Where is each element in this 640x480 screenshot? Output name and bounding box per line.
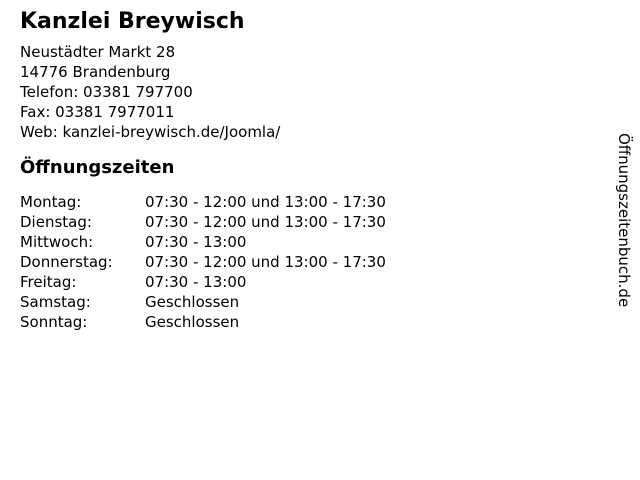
times-value: 07:30 - 13:00 bbox=[145, 273, 247, 291]
hours-row-thursday bbox=[20, 252, 386, 272]
day-label: Freitag: bbox=[20, 273, 77, 291]
hours-row-saturday bbox=[20, 292, 386, 312]
web-line: Web: kanzlei-breywisch.de/Joomla/ bbox=[20, 123, 281, 141]
times-value: 07:30 - 12:00 und 13:00 - 17:30 bbox=[145, 213, 386, 231]
times-value: 07:30 - 12:00 und 13:00 - 17:30 bbox=[145, 193, 386, 211]
day-label: Donnerstag: bbox=[20, 253, 113, 271]
times-value: 07:30 - 13:00 bbox=[145, 233, 247, 251]
address-street: Neustädter Markt 28 bbox=[20, 43, 176, 61]
day-label: Sonntag: bbox=[20, 313, 88, 331]
hours-row-friday bbox=[20, 272, 386, 292]
address-city: 14776 Brandenburg bbox=[20, 63, 171, 81]
day-label: Mittwoch: bbox=[20, 233, 94, 251]
day-label: Montag: bbox=[20, 193, 82, 211]
hours-row-tuesday bbox=[20, 212, 386, 232]
watermark-site-label: Öffnungszeitenbuch.de bbox=[615, 133, 633, 308]
phone-line: Telefon: 03381 797700 bbox=[20, 83, 193, 101]
hours-row-sunday bbox=[20, 312, 386, 332]
contact-block bbox=[20, 42, 280, 142]
times-value: 07:30 - 12:00 und 13:00 - 17:30 bbox=[145, 253, 386, 271]
times-value: Geschlossen bbox=[145, 313, 240, 331]
hours-row-wednesday bbox=[20, 232, 386, 252]
times-value: Geschlossen bbox=[145, 293, 240, 311]
fax-line: Fax: 03381 7977011 bbox=[20, 103, 175, 121]
hours-row-monday bbox=[20, 192, 386, 212]
day-label: Samstag: bbox=[20, 293, 91, 311]
page-title: Kanzlei Breywisch bbox=[20, 9, 245, 34]
opening-hours-table bbox=[20, 192, 386, 332]
opening-hours-heading: Öffnungszeiten bbox=[20, 157, 175, 178]
day-label: Dienstag: bbox=[20, 213, 92, 231]
